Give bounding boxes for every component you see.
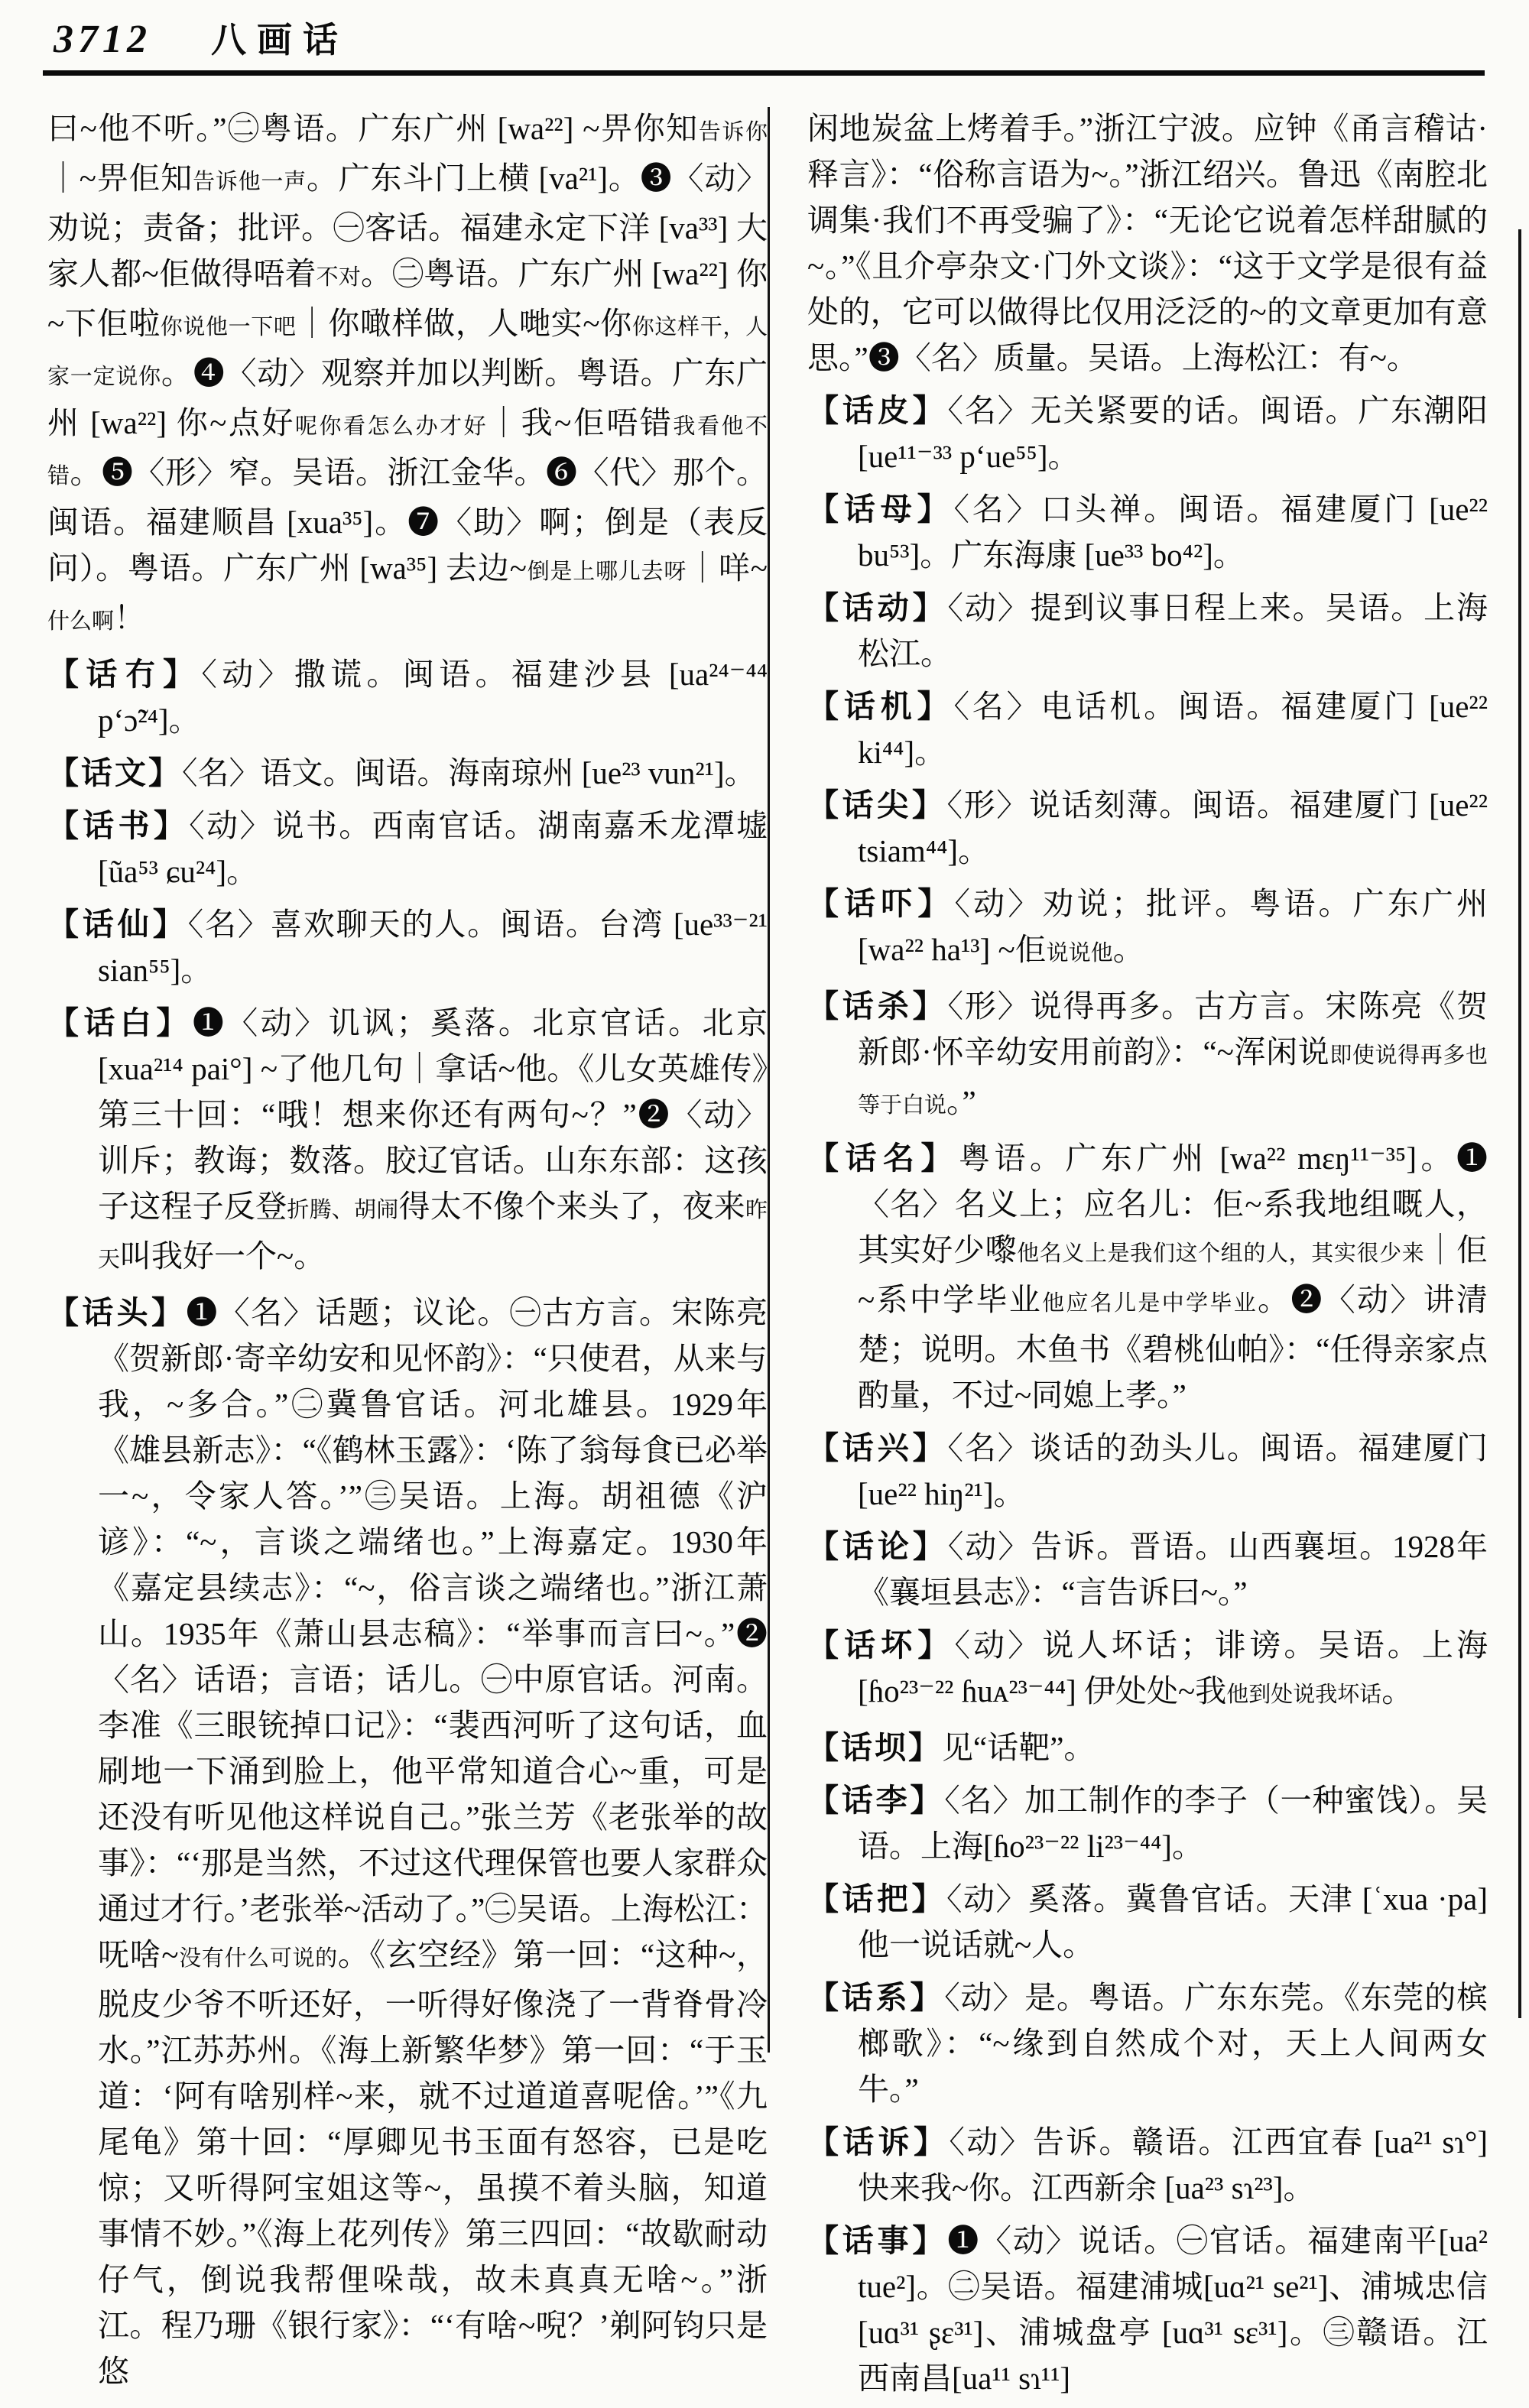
entry-text: 〈形〉说话刻薄。闽语。福建厦门 [ue²² tsiam⁴⁴]。 (858, 787, 1488, 868)
dict-entry (807, 1725, 1488, 1770)
gloss-text: 折腾、胡闹 (287, 1198, 399, 1222)
dict-entry (807, 683, 1488, 775)
entry-text: 〈动〉提到议事日程上来。吴语。上海松江。 (858, 590, 1488, 671)
entry-headword: 【话事】 (807, 2223, 948, 2258)
entry-headword: 【话冇】 (47, 657, 202, 692)
entry-text: 〈名〉喜欢聊天的人。闽语。台湾 [ue³³⁻²¹ sian⁵⁵]。 (98, 907, 768, 988)
dict-entry (807, 1524, 1488, 1615)
entry-text: 。” (946, 1084, 976, 1119)
entry-text: 得太不像个来头了，夜来 (398, 1189, 745, 1224)
entry-text: 。《玄空经》第一回：“这种~，脱皮少爷不听还好，一听得好像浇了一背脊骨冷水。”江苏苏州。《海上新繁华梦》第一回：“于玉道：‘阿有啥别样~来，就不过道道喜呢倽。’”《九尾龟》第十回：“厚卿见书玉面有怒容，已是吃惊；又听得阿宝姐这等~，虽摸不着头脑，知道事情不妙。”《海上花列传》第三四回：“故歇耐动仔气，倒说我帮俚哚哉，故未真真无啥~。”浙江。程乃珊《银行家》：“‘有啥~唲？’剃阿钧只是悠 (98, 1937, 768, 2389)
entry-text: 〈名〉口头禅。闽语。福建厦门 [ue²² bu⁵³]。广东海康 [ue³³ bo⁴²]。 (858, 492, 1488, 573)
entry-text: 。❹〈动〉观察并加以判断。粤语。广东广州 [wa²²] 你~点好 (47, 355, 768, 440)
dict-entry (47, 750, 768, 796)
entry-text: 〈名〉电话机。闽语。福建厦门 [ue²² ki⁴⁴]。 (858, 689, 1488, 770)
left-column (47, 105, 768, 2401)
entry-headword: 【话母】 (807, 492, 954, 527)
entry-headword: 【话坝】 (807, 1730, 942, 1765)
page-header (54, 12, 349, 63)
entry-headword: 【话论】 (807, 1529, 948, 1564)
dict-entry (47, 803, 768, 894)
entry-headword: 【话文】 (47, 755, 182, 790)
entry-text: ｜我~佢唔错 (488, 405, 674, 440)
entry-text: ｜佢~系中学毕业 (858, 1232, 1488, 1317)
entry-headword: 【话兴】 (807, 1430, 948, 1465)
page-number: 3712 (54, 18, 151, 61)
entry-headword: 【话李】 (807, 1783, 945, 1818)
entry-text: 〈动〉说人坏话；诽谤。吴语。上海 [ɦo²³⁻²² ɦuᴀ²³⁻⁴⁴] 伊处处~我 (858, 1628, 1488, 1709)
dict-entry (807, 2218, 1488, 2401)
entry-text: 见“话靶”。 (942, 1730, 1096, 1765)
gloss-text: 告诉你 (698, 120, 768, 144)
dict-entry (47, 1000, 768, 1283)
dict-entry (807, 1135, 1488, 1418)
entry-headword: 【话动】 (807, 590, 948, 625)
right-column (807, 105, 1488, 2408)
entry-continuation (47, 105, 768, 644)
entry-text: 〈名〉无关紧要的话。闽语。广东潮阳[ue¹¹⁻³³ p‘ue⁵⁵]。 (858, 393, 1488, 474)
entry-text: 。 (1112, 932, 1144, 967)
entry-text: 〈动〉是。粤语。广东东莞。《东莞的槟榔歌》：“~缘到自然成个对，天上人间两女牛。” (858, 1980, 1488, 2107)
entry-text: 〈动〉撒谎。闽语。福建沙县 [ua²⁴⁻⁴⁴ p‘ɔ̃²⁴]。 (98, 657, 768, 738)
page-edge-line (1518, 229, 1521, 2018)
entry-headword: 【话尖】 (807, 787, 947, 823)
entry-text: 〈动〉劝说；批评。粤语。广东广州[wa²² ha¹³] ~佢 (858, 886, 1488, 967)
entry-text: 。广东斗门上横 [va²¹]。❸〈动〉劝说；责备；批评。㊀客话。福建永定下洋 [va³³] 大家人都~佢做得唔着 (47, 161, 768, 291)
dict-entry (807, 486, 1488, 578)
dict-entry (807, 983, 1488, 1128)
entry-headword: 【话坏】 (807, 1628, 955, 1663)
entry-text: 〈动〉告诉。晋语。山西襄垣。1928年《襄垣县志》：“言告诉曰~。” (858, 1529, 1488, 1610)
entry-headword: 【话杀】 (807, 988, 948, 1024)
entry-headword: 【话诉】 (807, 2124, 950, 2160)
entry-text: ｜咩~ (687, 550, 768, 586)
dict-entry (807, 2119, 1488, 2211)
gloss-text: 即使说得再多也等于白说 (858, 1043, 1488, 1118)
gloss-text: 他应名儿是中学毕业 (1042, 1291, 1258, 1316)
entry-headword: 【话头】 (47, 1295, 187, 1330)
entry-text: 粤语。广东广州 [wa²² mɛŋ¹¹⁻³⁵]。❶〈名〉名义上；应名儿：佢~系我地组嘅人，其实好少嚟 (858, 1141, 1488, 1267)
entry-text: 叫我好一个~。 (120, 1238, 326, 1274)
entry-text: ❶〈动〉讥讽；奚落。北京官话。北京[xua²¹⁴ pai°] ~了他几句｜拿话~他。《儿女英雄传》第三十回：“哦！想来你还有两句~？”❷〈动〉训斥；教诲；数落。胶辽官话。山东东部：这孩子这程子反登 (98, 1005, 768, 1224)
gloss-text: 他到处说我坏话 (1226, 1683, 1382, 1707)
gloss-text: 告诉他一声 (193, 170, 307, 194)
entry-text: 〈形〉说得再多。古方言。宋陈亮《贺新郎·怀辛幼安用前韵》：“~浑闲说 (858, 988, 1488, 1069)
entry-headword: 【话书】 (47, 808, 190, 843)
entry-headword: 【话把】 (807, 1881, 946, 1916)
gloss-text: 不对 (316, 265, 361, 290)
dict-entry (47, 651, 768, 743)
entry-headword: 【话白】 (47, 1005, 193, 1040)
dict-entry (807, 585, 1488, 677)
entry-headword: 【话系】 (807, 1980, 945, 2015)
head-character-label: 话 (303, 21, 349, 60)
entry-text: 。❷〈动〉讲清楚；说明。木鱼书《碧桃仙帕》：“任得亲家点酌量，不过~同媳上孝。” (858, 1282, 1488, 1413)
entry-text: 〈名〉加工制作的李子（一种蜜饯）。吴语。上海[ɦo²³⁻²² li²³⁻⁴⁴]。 (858, 1783, 1488, 1864)
gloss-text: 倒是上哪儿去呀 (526, 560, 687, 584)
gloss-text: 你这样干，人家一定说你 (47, 315, 768, 389)
entry-text: ❶〈动〉说话。㊀官话。福建南平[ua² tue²]。㊁吴语。福建浦城[uɑ²¹ se²¹]、浦城忠信 [uɑ³¹ ʂɛ³¹]、浦城盘亭 [uɑ³¹ sɛ³¹]。㊂赣语。江西南昌[ua¹¹ sɿ¹¹] (858, 2223, 1488, 2396)
entry-text: 〈动〉说书。西南官话。湖南嘉禾龙潭墟[ũa⁵³ ɕu²⁴]。 (98, 808, 768, 889)
gloss-text: 呢你看怎么办才好 (295, 414, 489, 439)
dict-entry (47, 901, 768, 993)
header-rule (43, 70, 1485, 76)
entry-headword: 【话仙】 (47, 907, 188, 942)
gloss-text: 昨天 (98, 1198, 768, 1272)
gloss-text: 我看他不错 (47, 414, 768, 488)
entry-text: 〈名〉谈话的劲头儿。闽语。福建厦门 [ue²² hiŋ²¹]。 (858, 1430, 1488, 1511)
entry-headword: 【话名】 (807, 1141, 959, 1176)
dict-entry (807, 1425, 1488, 1517)
entry-text: 。㊁粤语。广东广州 [wa²²] 你~下佢啦 (47, 256, 768, 341)
entry-text: ❶〈名〉话题；议论。㊀古方言。宋陈亮《贺新郎·寄辛幼安和见怀韵》：“只使君，从来与我，~多合。”㊁冀鲁官话。河北雄县。1929年《雄县新志》：“《鹤林玉露》：‘陈了翁每食已必举一~，令家人答。’”㊂吴语。上海。胡祖德《沪谚》：“~，言谈之端绪也。”上海嘉定。1930年《嘉定县续志》：“~，俗言谈之端绪也。”浙江萧山。1935年《萧山县志稿》：“举事而言曰~。”❷〈名〉话语；言语；话儿。㊀中原官话。河南。李准《三眼铳掉口记》：“裴西河听了这句话，血刷地一下涌到脸上，他平常知道合心~重，可是还没有听见他这样说自己。”张兰芳《老张举的故事》：“‘那是当然，不过这代理保管也要人家群众通过才行。’老张举~活动了。”㊁吴语。上海松江：呒啥~ (98, 1295, 768, 1972)
dict-entry (47, 1290, 768, 2394)
gloss-text: 说说他 (1046, 941, 1113, 965)
entry-text: 曰~他不听。”㊁粤语。广东广州 [wa²²] ~畀你知 (47, 111, 699, 146)
dict-entry (807, 782, 1488, 874)
entry-text: 〈动〉奚落。冀鲁官话。天津 [ʿxua ·pa] 他一说话就~人。 (858, 1881, 1488, 1962)
entry-text: 〈名〉语文。闽语。海南琼州 [ue²³ vun²¹]。 (182, 755, 756, 790)
dict-entry (807, 1975, 1488, 2112)
entry-headword: 【话机】 (807, 689, 954, 724)
entry-text: 。❺〈形〉窄。吴语。浙江金华。❻〈代〉那个。闽语。福建顺昌 [xua³⁵]。❼〈助〉啊；倒是（表反问）。粤语。广东广州 [wa³⁵] 去边~ (47, 455, 768, 586)
entry-continuation (807, 105, 1488, 381)
gloss-text: 什么啊 (47, 609, 115, 634)
entry-headword: 【话皮】 (807, 393, 948, 428)
entry-text: ｜你噉样做，人哋实~你 (296, 306, 632, 341)
entry-text: ｜~畀佢知 (47, 161, 193, 196)
dict-entry (807, 1622, 1488, 1718)
column-divider (768, 107, 770, 2053)
entry-text: 。 (1381, 1673, 1414, 1709)
stroke-section-label: 八画 (211, 21, 303, 60)
entry-text: 闲地炭盆上烤着手。”浙江宁波。应钟《甬言稽诂·释言》：“俗称言语为~。”浙江绍兴。鲁迅《南腔北调集·我们不再受骗了》：“无论它说着怎样甜腻的~。”《且介亭杂文·门外文谈》：“这于文学是很有益处的，它可以做得比仅用泛泛的~的文章更加有意思。”❸〈名〉质量。吴语。上海松江：有~。 (807, 111, 1488, 375)
gloss-text: 他名义上是我们这个组的人，其实很少来 (1017, 1241, 1425, 1266)
entry-text: 〈动〉告诉。赣语。江西宜春 [ua²¹ sɿ°] 快来我~你。江西新余 [ua²³ sɿ²³]。 (858, 2124, 1488, 2205)
entry-text: ！ (114, 600, 146, 635)
gloss-text: 你说他一下吧 (160, 315, 297, 339)
dict-entry (807, 388, 1488, 479)
dict-entry (807, 881, 1488, 976)
gloss-text: 没有什么可说的 (178, 1946, 338, 1971)
entry-headword: 【话吓】 (807, 886, 955, 921)
dict-entry (807, 1876, 1488, 1968)
dict-entry (807, 1777, 1488, 1869)
